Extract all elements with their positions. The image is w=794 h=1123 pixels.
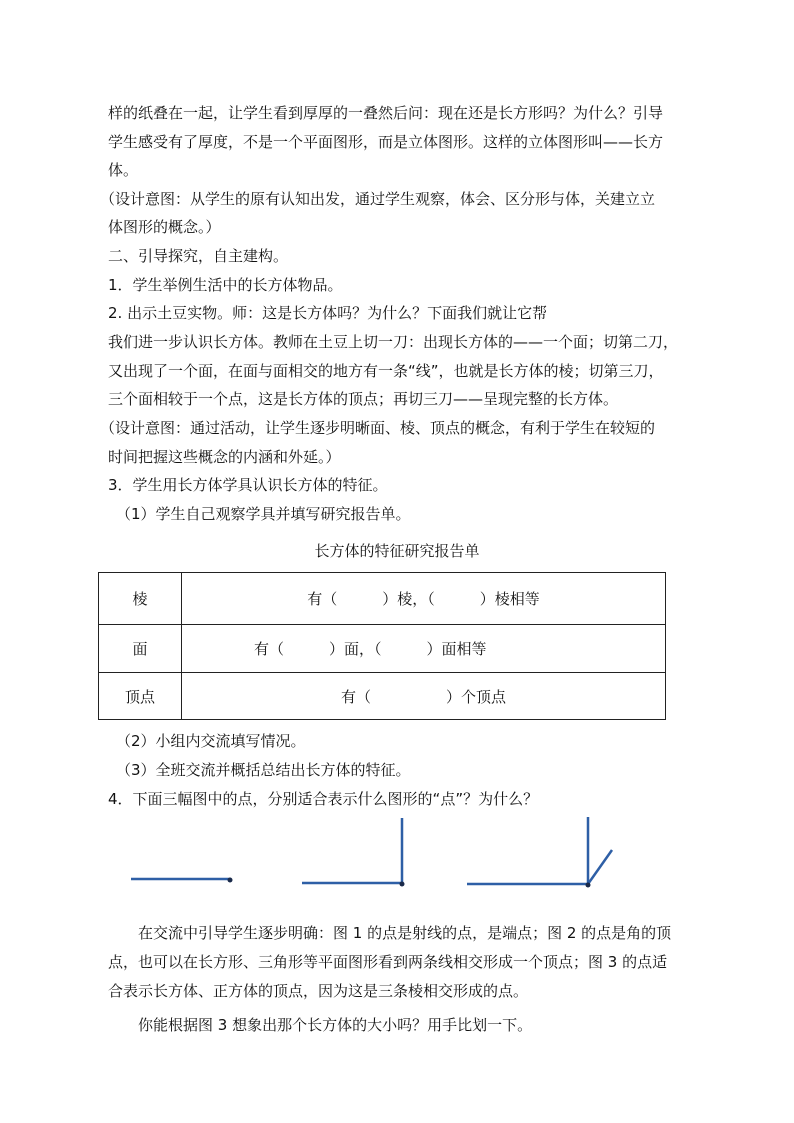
row-content: 有（ ）棱，（ ）棱相等: [182, 573, 666, 625]
table-title: 长方体的特征研究报告单: [314, 542, 480, 560]
text-line: 学生感受有了厚度，不是一个平面图形，而是立体图形。这样的立体图形叫——长方: [108, 133, 664, 151]
sub-step-item: （2）小组内交流填写情况。: [116, 732, 306, 750]
row-label: 面: [99, 625, 182, 673]
figure-2-angle-vertex: [302, 818, 405, 887]
text-line: 你能根据图 3 想象出那个长方体的大小吗？用手比划一下。: [138, 1016, 533, 1034]
text-line: 体。: [108, 161, 139, 179]
design-intent-note: （设计意图：通过活动，让学生逐步明晰面、棱、顶点的概念，有利于学生在较短的: [100, 419, 656, 437]
figure-3-cuboid-vertex: [467, 817, 612, 888]
row-content: 有（ ）面，（ ）面相等: [182, 625, 666, 673]
section-heading: 二、引导探究，自主建构。: [108, 247, 289, 265]
step-item: 1．学生举例生活中的长方体物品。: [108, 276, 343, 294]
text-line: 三个面相较于一个点，这是长方体的顶点；再切三刀——呈现完整的长方体。: [108, 390, 619, 408]
design-intent-note: 时间把握这些概念的内涵和外延。）: [108, 448, 341, 466]
sub-step-item: （1）学生自己观察学具并填写研究报告单。: [116, 505, 411, 523]
design-intent-note: （设计意图：从学生的原有认知出发，通过学生观察，体会、区分形与体，关建立立: [100, 190, 656, 208]
row-label: 顶点: [99, 673, 182, 720]
text-line: 又出现了一个面，在面与面相交的地方有一条“线”，也就是长方体的棱；切第三刀，: [108, 362, 664, 380]
text-line: 在交流中引导学生逐步明确：图 1 的点是射线的点，是端点；图 2 的点是角的顶: [138, 924, 672, 942]
step-item: 3．学生用长方体学具认识长方体的特征。: [108, 476, 388, 494]
text-line: 点，也可以在长方形、三角形等平面图形看到两条线相交形成一个顶点；图 3 的点适: [108, 953, 668, 971]
design-intent-note: 体图形的概念。）: [108, 218, 221, 236]
row-label: 棱: [99, 573, 182, 625]
sub-step-item: （3）全班交流并概括总结出长方体的特征。: [116, 761, 411, 779]
point-figures: [0, 800, 794, 900]
table-row: [99, 573, 666, 625]
report-table: [98, 572, 666, 720]
text-line: 样的纸叠在一起，让学生看到厚厚的一叠然后问：现在还是长方形吗？为什么？引导: [108, 104, 664, 122]
text-line: 我们进一步认识长方体。教师在土豆上切一刀：出现长方体的——一个面；切第二刀，: [108, 333, 679, 351]
question-line: 4．下面三幅图中的点，分别适合表示什么图形的“点”？为什么？: [108, 790, 539, 808]
row-content: 有（ ）个顶点: [182, 673, 666, 720]
table-row: [99, 625, 666, 673]
figure-1-ray-endpoint: [131, 878, 233, 883]
text-line: 合表示长方体、正方体的顶点，因为这是三条棱相交形成的点。: [108, 982, 529, 1000]
step-item: 2. 出示土豆实物。师：这是长方体吗？为什么？下面我们就让它帮: [108, 304, 548, 322]
table-row: [99, 673, 666, 720]
